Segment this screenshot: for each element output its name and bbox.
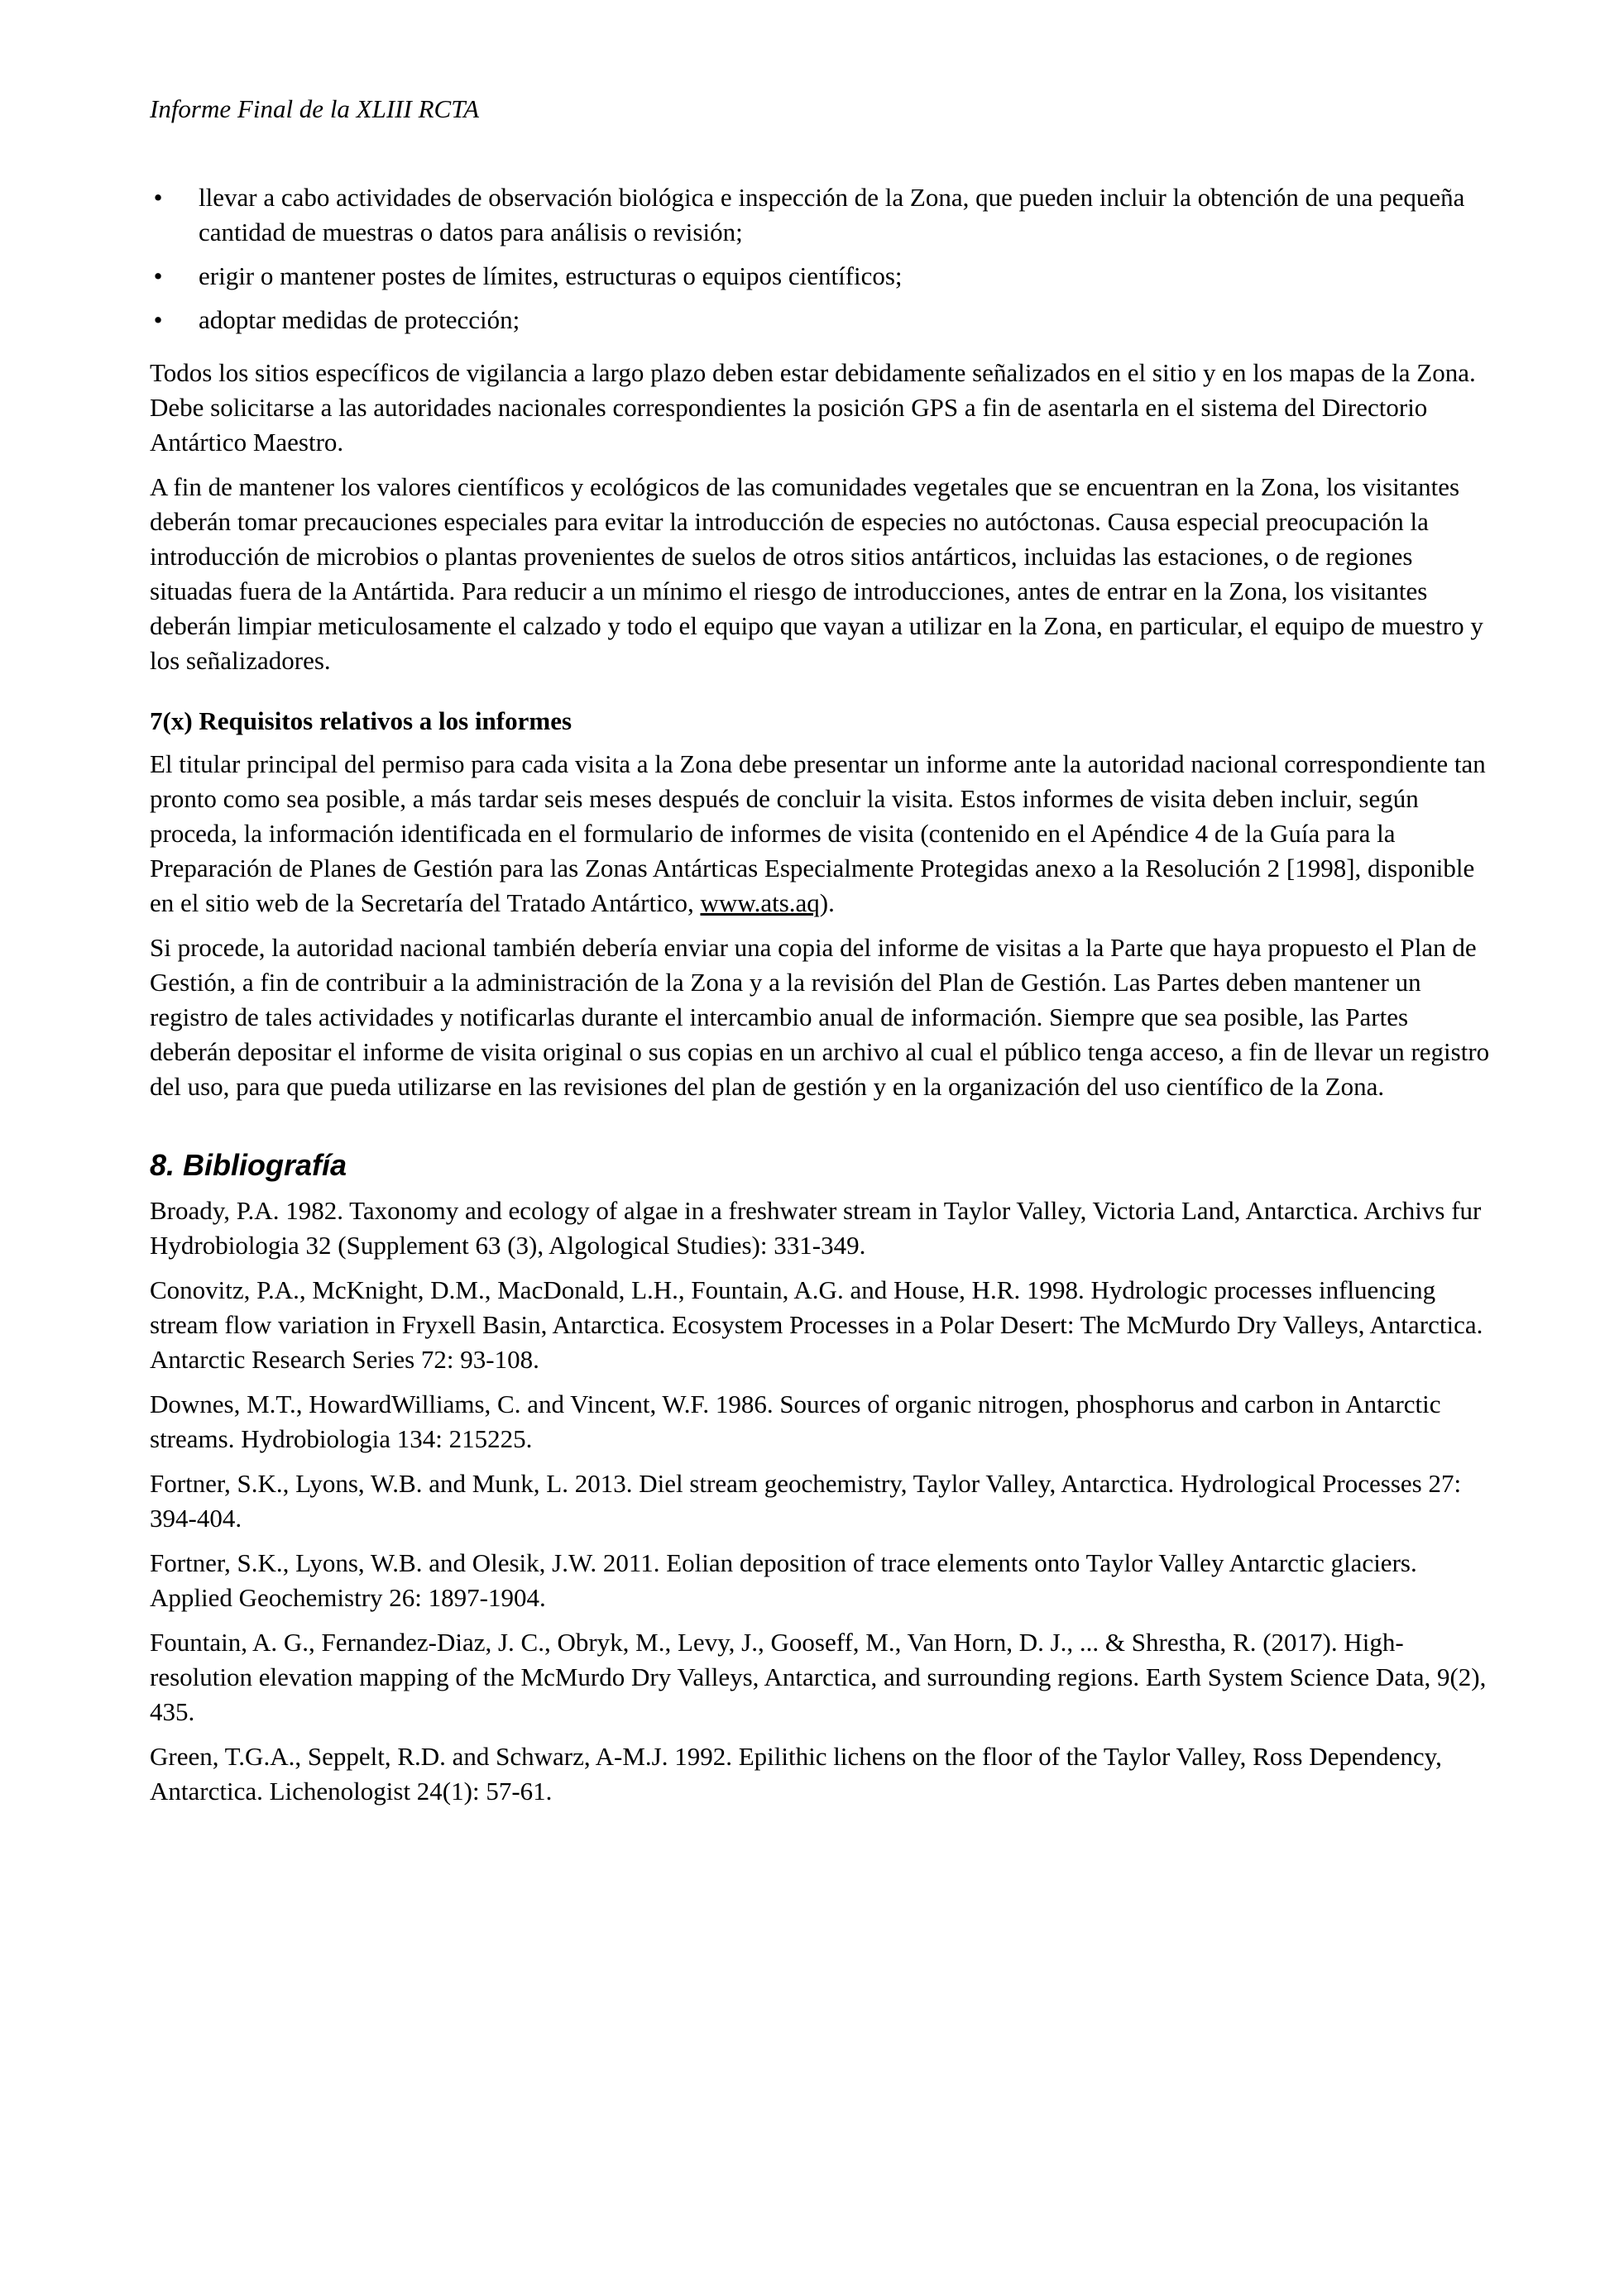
ats-website-link[interactable]: www.ats.aq [700, 888, 820, 917]
bullet-marker: • [153, 261, 163, 290]
bullet-text: adoptar medidas de protección; [199, 305, 520, 334]
section-heading-bibliography: 8. Bibliografía [150, 1148, 347, 1182]
bullet-item [150, 180, 1490, 250]
reference-entry: Fountain, A. G., Fernandez-Diaz, J. C., Obryk, M., Levy, J., Gooseff, M., Van Horn, D. J., ... & Shrestha, R. (2017). High-resolution elevation mapping of the McMurdo Dry Valleys, Antarctica, and surrounding regions. Earth System Science Data, 9(2), 435. [150, 1628, 1487, 1726]
reference-entry: Conovitz, P.A., McKnight, D.M., MacDonald, L.H., Fountain, A.G. and House, H.R. 1998. Hydrologic processes influencing stream flow variation in Fryxell Basin, Antarctica. Ecosystem Processes in a Polar Desert: The McMurdo Dry Valleys, Antarctica. Antarctic Research Series 72: 93-108. [150, 1275, 1483, 1374]
bullet-item [150, 303, 1490, 337]
bullet-text: llevar a cabo actividades de observación biológica e inspección de la Zona, que pueden incluir la obtención de una pequeña cantidad de muestras o datos para análisis o revisión; [199, 183, 1465, 246]
running-header: Informe Final de la XLIII RCTA [150, 94, 480, 123]
bullet-marker: • [153, 183, 163, 212]
reference-entry: Broady, P.A. 1982. Taxonomy and ecology of algae in a freshwater stream in Taylor Valley, Victoria Land, Antarctica. Archivs fur Hydrobiologia 32 (Supplement 63 (3), Algological Studies): 331-349. [150, 1196, 1482, 1260]
reference-entry: Fortner, S.K., Lyons, W.B. and Olesik, J.W. 2011. Eolian deposition of trace elements onto Taylor Valley Antarctic glaciers. Applied Geochemistry 26: 1897-1904. [150, 1548, 1417, 1612]
paragraph-report-copies: Si procede, la autoridad nacional también debería enviar una copia del informe de visitas a la Parte que haya propuesto el Plan de Gestión, a fin de contribuir a la administración de la Zona y a la revisión del Plan de Gestión. Las Partes deben mantener un registro de tales actividades y notificarlas durante el intercambio anual de información. Siempre que sea posible, las Partes deberán depositar el informe de visita original o sus copias en un archivo al cual el público tenga acceso, a fin de llevar un registro del uso, para que pueda utilizarse en las revisiones del plan de gestión y en la organización del uso científico de la Zona. [150, 933, 1490, 1101]
activity-bullet-list [150, 180, 1490, 337]
paragraph-monitoring-sites: Todos los sitios específicos de vigilancia a largo plazo deben estar debidamente señalizados en el sitio y en los mapas de la Zona. Debe solicitarse a las autoridades nacionales correspondientes la posición GPS a fin de asentarla en el sistema del Directorio Antártico Maestro. [150, 358, 1476, 457]
paragraph-non-native-species: A fin de mantener los valores científicos y ecológicos de las comunidades vegetales que se encuentran en la Zona, los visitantes deberán tomar precauciones especiales para evitar la introducción de especies no autóctonas. Causa especial preocupación la introducción de microbios o plantas provenientes de suelos de otros sitios antárticos, incluidas las estaciones, o de regiones situadas fuera de la Antártida. Para reducir a un mínimo el riesgo de introducciones, antes de entrar en la Zona, los visitantes deberán limpiar meticulosamente el calzado y todo el equipo que vayan a utilizar en la Zona, en particular, el equipo de muestro y los señalizadores. [150, 472, 1483, 675]
bibliography-list [150, 1193, 1490, 1809]
subsection-heading-reports: 7(x) Requisitos relativos a los informes [150, 706, 572, 735]
reference-entry: Green, T.G.A., Seppelt, R.D. and Schwarz, A-M.J. 1992. Epilithic lichens on the floor of the Taylor Valley, Ross Dependency, Antarctica. Lichenologist 24(1): 57-61. [150, 1742, 1442, 1806]
bullet-marker: • [153, 305, 163, 334]
reference-entry: Downes, M.T., HowardWilliams, C. and Vincent, W.F. 1986. Sources of organic nitrogen, phosphorus and carbon in Antarctic streams. Hydrobiologia 134: 215225. [150, 1390, 1441, 1453]
paragraph-visit-report [150, 747, 1490, 921]
paragraph-text-end: ). [819, 888, 835, 917]
reference-entry: Fortner, S.K., Lyons, W.B. and Munk, L. 2013. Diel stream geochemistry, Taylor Valley, Antarctica. Hydrological Processes 27: 394-404. [150, 1469, 1462, 1533]
paragraph-text: El titular principal del permiso para cada visita a la Zona debe presentar un informe ante la autoridad nacional correspondiente tan pronto como sea posible, a más tardar seis meses después de concluir la visita. Estos informes de visita deben incluir, según proceda, la información identificada en el formulario de informes de visita (contenido en el Apéndice 4 de la Guía para la Preparación de Planes de Gestión para las Zonas Antárticas Especialmente Protegidas anexo a la Resolución 2 [1998], disponible en el sitio web de la Secretaría del Tratado Antártico, [150, 749, 1486, 917]
bullet-item [150, 259, 1490, 294]
document-page [150, 93, 1490, 1819]
bullet-text: erigir o mantener postes de límites, estructuras o equipos científicos; [199, 261, 903, 290]
document-body [150, 180, 1490, 1809]
